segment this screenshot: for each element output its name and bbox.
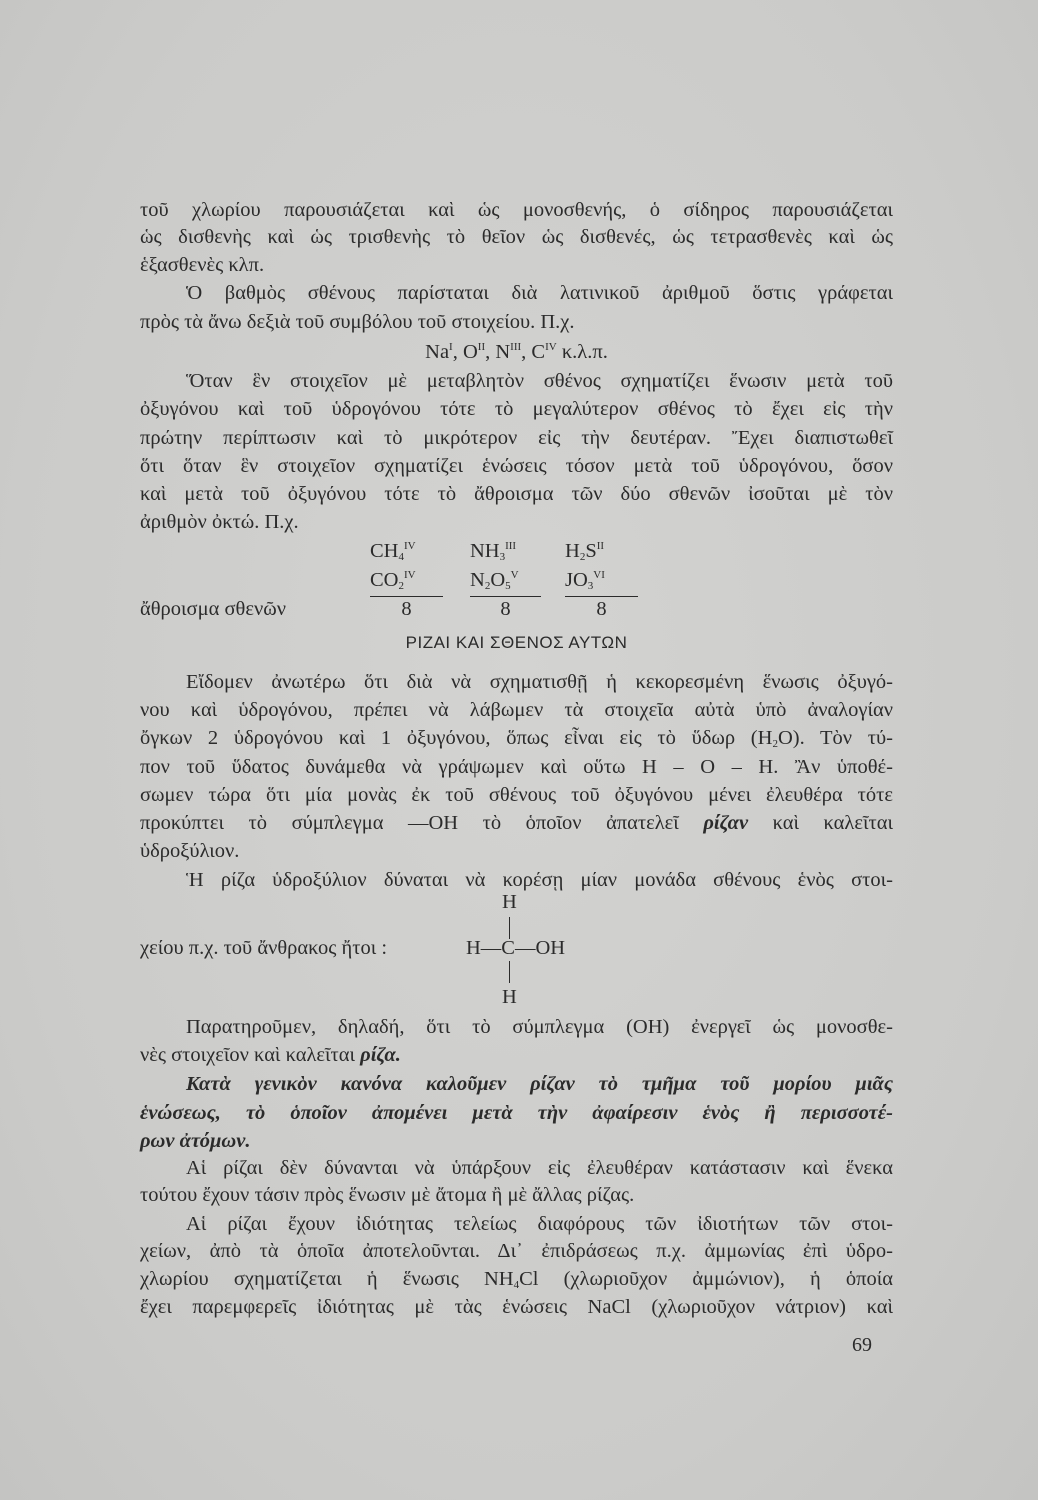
superscript: II (477, 341, 486, 353)
subscript: 2 (398, 580, 404, 592)
text-run: πρὸς τὰ ἄνω δεξιὰ τοῦ συμβόλου τοῦ στοιχείου. Π.χ. (140, 311, 575, 333)
text-run: , N (485, 341, 511, 363)
text-line (140, 1127, 893, 1155)
text-run: νὲς στοιχεῖον καὶ καλεῖται (140, 1044, 361, 1066)
superscript: IV (403, 540, 416, 552)
bold-italic-text: ρίζα. (360, 1044, 401, 1066)
text-line (140, 196, 893, 224)
text-line (140, 223, 893, 251)
formula-bottom (565, 566, 605, 594)
bond-line-bottom (509, 961, 510, 983)
text-run: Αἱ ρίζαι ἔχουν ἰδιότητας τελείως διαφόρους τῶν ἰδιοτήτων τῶν στοι- (186, 1213, 893, 1235)
text-run: ὄγκων 2 ὑδρογόνου καὶ 1 ὀξυγόνου, ὅπως εἶναι εἰς τὸ ὕδωρ (H (140, 727, 773, 749)
text-line (140, 866, 893, 894)
subscript: 3 (587, 580, 594, 592)
text-run: χλωρίου σχηματίζεται ἡ ἕνωσις NH (140, 1268, 514, 1290)
text-run: Αἱ ρίζαι δὲν δύνανται νὰ ὑπάρξουν εἰς ἐλευθέραν κατάστασιν καὶ ἕνεκα (186, 1157, 893, 1179)
section-heading: ΡΙΖΑΙ ΚΑΙ ΣΘΕΝΟΣ ΑΥΤΩΝ (405, 633, 628, 652)
text-line (140, 367, 893, 395)
text-line (140, 452, 893, 480)
valence-sum: 8 (596, 598, 607, 620)
superscript: IV (403, 569, 416, 581)
text-line (140, 781, 893, 809)
bold-italic-text: ρίζαν (703, 812, 749, 834)
superscript: I (449, 341, 453, 353)
text-line (140, 837, 893, 865)
formula-bottom (470, 566, 519, 594)
text-line (140, 424, 893, 452)
text-run: O). Τὸν τύ- (777, 727, 893, 749)
superscript: II (596, 540, 605, 552)
text-line (140, 724, 893, 752)
superscript: IV (545, 341, 557, 353)
formula-bottom (370, 566, 416, 594)
text-run: H (565, 540, 580, 562)
text-line (140, 696, 893, 724)
text-run: ὑδροξύλιον. (140, 840, 240, 862)
subscript: 5 (505, 580, 511, 592)
text-line (140, 1154, 893, 1182)
text-run: σωμεν τώρα ὅτι μία μονὰς ἐκ τοῦ σθένους τοῦ ὀξυγόνου μένει ἐλευθέρα τότε (140, 784, 893, 806)
text-run: , C (521, 341, 546, 363)
text-line (140, 395, 893, 423)
text-run: τοῦ χλωρίου παρουσιάζεται καὶ ὡς μονοσθενής, ὁ σίδηρος παρουσιάζεται (140, 199, 893, 221)
text-run: , O (452, 341, 478, 363)
valence-sum: 8 (401, 598, 412, 620)
text-run: CO (370, 569, 399, 591)
formula-top (370, 537, 416, 565)
superscript: VI (593, 569, 605, 581)
text-line (140, 1265, 893, 1293)
text-run: ἔχει παρεμφερεῖς ἰδιότητας μὲ τὰς ἑνώσεις NaCl (χλωριοῦχον νάτριον) καὶ (140, 1296, 893, 1318)
text-run: S (585, 540, 597, 562)
superscript: III (505, 540, 517, 552)
structure-formula: H—C—OH (466, 937, 566, 959)
subscript: 2 (579, 551, 586, 563)
text-line (140, 1070, 893, 1098)
text-run: Ὅταν ἓν στοιχεῖον μὲ μεταβλητὸν σθένος σχηματίζει ἕνωσιν μετὰ τοῦ (186, 370, 893, 392)
text-line (140, 668, 893, 696)
text-line (140, 480, 893, 508)
text-line (140, 508, 893, 536)
text-run: ἀριθμὸν ὀκτώ. Π.χ. (140, 511, 299, 533)
text-line (140, 251, 893, 279)
bold-italic-text: ρων ἀτόμων. (140, 1130, 251, 1152)
text-line (140, 1181, 893, 1209)
subscript: 4 (513, 1279, 520, 1291)
text-run: τούτου ἔχουν τάσιν πρὸς ἕνωσιν μὲ ἄτομα ἢ μὲ ἄλλας ρίζας. (140, 1184, 635, 1206)
bold-italic-text: Κατὰ γενικὸν κανόνα καλοῦμεν ρίζαν τὸ τμῆμα τοῦ μορίου μιᾶς (186, 1073, 893, 1095)
text-line (140, 1293, 893, 1321)
valence-sum-label: ἄθροισμα σθενῶν (140, 598, 286, 620)
text-line (140, 338, 893, 366)
valence-sum: 8 (500, 598, 511, 620)
text-line (140, 1041, 893, 1069)
text-run: ἑξασθενὲς κλπ. (140, 254, 265, 276)
text-run: ὅτι ὅταν ἓν στοιχεῖον σχηματίζει ἑνώσεις τόσον μετὰ τοῦ ὑδρογόνου, ὅσον (140, 455, 893, 477)
formula-top (565, 537, 604, 565)
subscript: 4 (398, 551, 404, 563)
structure-bottom-atom: H (502, 986, 517, 1008)
text-line (140, 279, 893, 307)
superscript: V (510, 569, 519, 581)
text-run: CH (370, 540, 399, 562)
text-line (140, 308, 893, 336)
text-run: πρώτην περίπτωσιν καὶ τὸ μικρότερον εἰς τὴν δευτέραν. Ἔχει διαπιστωθεῖ (140, 427, 893, 449)
text-line (140, 1237, 893, 1265)
text-line (140, 1013, 893, 1041)
text-run: καὶ μετὰ τοῦ ὀξυγόνου τότε τὸ ἄθροισμα τῶν δύο σθενῶν ἰσοῦται μὲ τὸν (140, 483, 893, 505)
text-run: JO (565, 569, 588, 591)
text-line (140, 753, 893, 781)
text-run: Cl (χλωριοῦχον ἀμμώνιον), ἡ ὁποία (519, 1268, 893, 1290)
text-run: νου καὶ ὑδρογόνου, πρέπει νὰ λάβωμεν τὰ στοιχεῖα αὐτὰ ὑπὸ ἀναλογίαν (140, 699, 893, 721)
page-number: 69 (852, 1334, 872, 1356)
subscript: 3 (499, 551, 506, 563)
text-run: πον τοῦ ὕδατος δυνάμεθα νὰ γράψωμεν καὶ οὕτω H – O – H. Ἂν ὑποθέ- (140, 756, 893, 778)
text-run: Ἡ ρίζα ὑδροξύλιον δύναται νὰ κορέσῃ μίαν μονάδα σθένους ἑνὸς στοι- (186, 869, 893, 891)
text-run: N (470, 569, 485, 591)
text-run: ὡς δισθενὴς καὶ ὡς τρισθενὴς τὸ θεῖον ὡς δισθενές, ὡς τετρασθενὲς καὶ ὡς (140, 226, 893, 248)
text-run: Παρατηροῦμεν, δηλαδή, ὅτι τὸ σύμπλεγμα (OH) ἐνεργεῖ ὡς μονοσθε- (186, 1016, 893, 1038)
text-line (140, 809, 893, 837)
text-run: κ.λ.π. (556, 341, 608, 363)
superscript: III (510, 341, 522, 353)
subscript: 2 (772, 738, 778, 750)
bold-italic-text: ἑνώσεως, τὸ ὁποῖον ἀπομένει μετὰ τὴν ἀφαίρεσιν ἑνὸς ἢ περισσοτέ- (140, 1102, 893, 1124)
text-run: προκύπτει τὸ σύμπλεγμα —OH τὸ ὁποῖον ἀπατελεῖ (140, 812, 704, 834)
text-run: Εἴδομεν ἀνωτέρω ὅτι διὰ νὰ σχηματισθῇ ἡ κεκορεσμένη ἕνωσις ὀξυγό- (186, 671, 893, 693)
text-run: καὶ καλεῖται (748, 812, 893, 834)
text-run: Ὁ βαθμὸς σθένους παρίσταται διὰ λατινικοῦ ἀριθμοῦ ὅστις γράφεται (186, 282, 893, 304)
structure-lead-text: χείου π.χ. τοῦ ἄνθρακος ἤτοι : (140, 937, 388, 959)
text-line (140, 1099, 893, 1127)
text-line (140, 1210, 893, 1238)
text-run: NH (470, 540, 500, 562)
text-run: Na (425, 341, 450, 363)
structure-top-atom: H (502, 891, 517, 913)
formula-top (470, 537, 516, 565)
text-run: ὀξυγόνου καὶ τοῦ ὑδρογόνου τότε τὸ μεγαλύτερον σθένος τὸ ἔχει εἰς τὴν (140, 398, 893, 420)
text-run: χείων, ἀπὸ τὰ ὁποῖα ἀποτελοῦνται. Δι᾽ ἐπιδράσεως π.χ. ἀμμωνίας ἐπὶ ὑδρο- (140, 1240, 893, 1262)
text-run: O (490, 569, 506, 591)
subscript: 2 (484, 580, 491, 592)
